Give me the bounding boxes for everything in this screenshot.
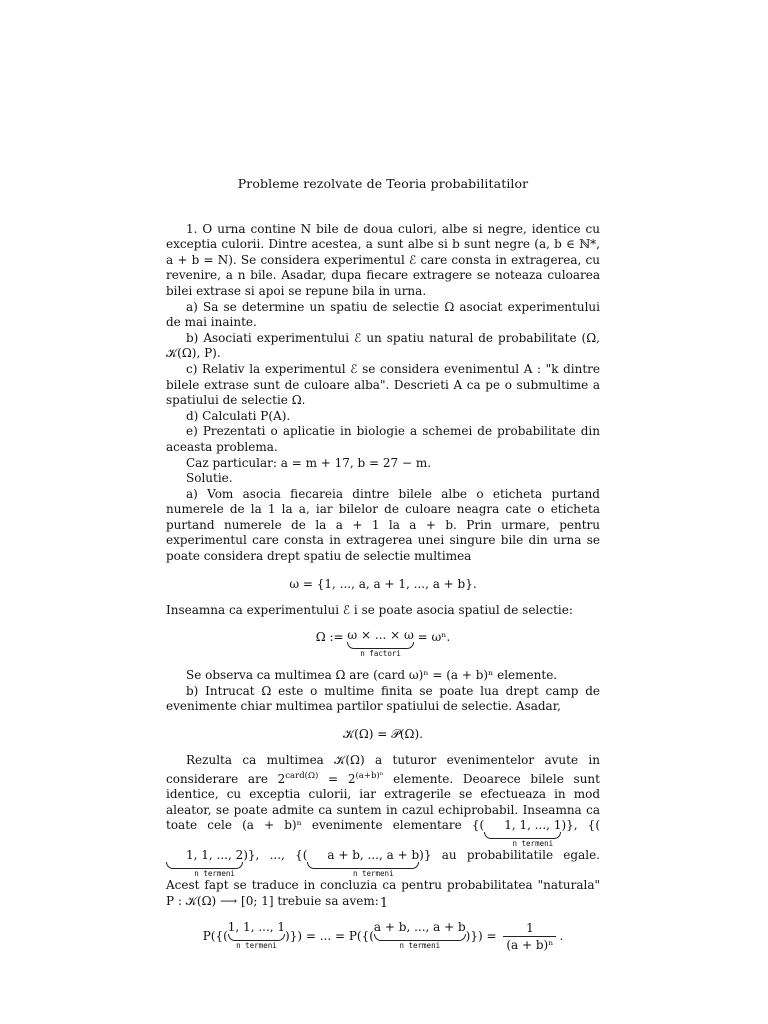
equation-K: 𝒦(Ω) = 𝒫(Ω). (343, 727, 423, 742)
set-3-content: a + b, ..., a + b (327, 848, 420, 863)
rezulta-text-1: Rezulta ca multimea 𝒦(Ω) a tuturor evenimentelor avute in considerare are (166, 753, 600, 786)
set-2-label: n termeni (194, 869, 235, 879)
underbrace-shape (307, 862, 419, 869)
page-title: Probleme rezolvate de Teoria probabilitatilor (237, 176, 529, 191)
set-1-label: n termeni (512, 839, 554, 849)
underbrace-shape (374, 934, 466, 941)
underbrace-shape (347, 642, 413, 649)
underbrace-set-3 (307, 848, 419, 878)
underbrace-set-2 (166, 848, 243, 878)
rezulta-text-3: au probabilitatile egale. Acest fapt se traduce in concluzia ca pentru probabilitatea "naturala" P : 𝒦(Ω) ⟶ [0; 1] trebuie sa avem: (166, 848, 600, 908)
underbrace-factors (347, 628, 413, 658)
underbrace-shape (484, 832, 561, 839)
question-b: b) Asociati experimentului ℰ un spatiu natural de probabilitate (Ω, 𝒦(Ω), P). (166, 330, 600, 361)
paragraph-inseamna: Inseamna ca experimentului ℰ i se poate asocia spatiul de selectie: (166, 602, 573, 617)
question-e: e) Prezentati o aplicatie in biologie a schemei de probabilitate din aceasta problema. (166, 424, 600, 454)
equation-omega: ω = {1, ..., a, a + 1, ..., a + b}. (289, 576, 477, 591)
question-a: a) Sa se determine un spatiu de selectie Ω asociat experimentului de mai inainte. (166, 299, 600, 330)
set-3-label: n termeni (352, 869, 394, 879)
rezulta-eq: = 2 (318, 771, 356, 786)
underbrace-prob-1 (228, 920, 285, 950)
underbrace-factors-content: ω × ... × ω (347, 628, 414, 643)
particular-case: Caz particular: a = m + 17, b = 27 − m. (186, 455, 432, 470)
eq-Omega-right: = ωⁿ. (413, 630, 451, 645)
document-page (166, 176, 600, 963)
question-d: d) Calculati P(A). (186, 408, 291, 423)
underbrace-shape (228, 934, 285, 941)
problem-statement: 1. O urna contine N bile de doua culori, albe si negre, identice cu exceptia culorii. Dintre acestea, a sunt albe si b sunt negre (a, b ∈ ℕ*, a + b = N). Se considera experimentul ℰ care consta in extragerea, cu revenire, a n bile. Asadar, dupa fiecare extragere se noteaza culoarea bilei extrase si apoi se repune bila in urna. (166, 221, 600, 298)
rezulta-sup-2: (a+b)ⁿ (355, 770, 384, 781)
underbrace-prob-2 (374, 920, 466, 950)
page-number: 1 (379, 896, 389, 911)
question-c: c) Relativ la experimentul ℰ se considera evenimentul A : "k dintre bilele extrase sunt de culoare alba". Descrieti A ca pe o submultime a spatiului de selectie Ω. (166, 361, 600, 408)
paragraph-rezulta: Rezulta ca multimea 𝒦(Ω) a tuturor evenimentelor avute in considerare are $2^{card(\Omega)} = 2^{(a+b)^n}$ elemente. Deoarece bilele sunt identice, cu exceptia culorii, iar extragerile se efectueaza in mod aleator, se poate admite ca suntem in cazul echiprobabil. Inseamna ca toate cele (a + b)ⁿ evenimente elementare {( 1, 1, ..., 1 n termeni )}, {(1, 1, ..., 2 n termeni )}, ..., {( a + b, ..., a + b n termeni )} au probabilitatile egale. Acest fapt se traduce in concluzia ca pentru probabilitatea "naturala" P : 𝒦(Ω) ⟶ [0; 1] trebuie sa avem: (166, 753, 600, 908)
prob-set-1-label: n termeni (236, 940, 277, 950)
eq-Omega-left: Ω := (315, 630, 348, 645)
set-1-content: 1, 1, ..., 1 (504, 818, 562, 833)
fraction-denominator: (a + b)ⁿ (506, 937, 554, 952)
rezulta-sup-1: card(Ω) (285, 770, 319, 781)
paragraph-observa: Se observa ca multimea Ω are (card ω)ⁿ = (a + b)ⁿ elemente. (186, 668, 558, 683)
fraction-numerator: 1 (503, 920, 556, 937)
equation-Omega (166, 628, 600, 658)
underbrace-shape (166, 862, 243, 869)
prob-set-2-content: a + b, ..., a + b (373, 919, 466, 934)
equation-probability: P({(1, 1, ..., 1 n termeni )}) = ... = P({(a + b, ..., a + b n termeni )}) = $\frac{1}{\text{(a + b)ⁿ}}$ . (202, 919, 564, 952)
solution-heading: Solutie. (186, 471, 233, 486)
prob-set-2-label: n termeni (399, 940, 441, 950)
solution-a: a) Vom asocia fiecareia dintre bilele albe o eticheta purtand numerele de la 1 la a, iar bilelor de culoare neagra cate o eticheta purtand numerele de la a + 1 la a + b. Prin urmare, pentru experimentul care consta in extragerea unei singure bile din urna se poate considera drept spatiu de selectie multimea (166, 486, 600, 564)
prob-set-1-content: 1, 1, ..., 1 (227, 919, 286, 934)
underbrace-factors-label: n factori (360, 649, 401, 659)
fraction (503, 920, 556, 953)
rezulta-text-2: elemente. Deoarece bilele sunt identice, cu exceptia culorii, iar extragerile se efectueaza in mod aleator, se poate admite ca suntem in cazul echiprobabil. Inseamna ca toate cele (a + b)ⁿ evenimente elementare (166, 771, 600, 833)
underbrace-set-1 (484, 818, 561, 848)
solution-b: b) Intrucat Ω este o multime finita se poate lua drept camp de evenimente chiar multimea partilor spatiului de selectie. Asadar, (166, 683, 600, 714)
set-2-content: 1, 1, ..., 2 (186, 848, 244, 863)
